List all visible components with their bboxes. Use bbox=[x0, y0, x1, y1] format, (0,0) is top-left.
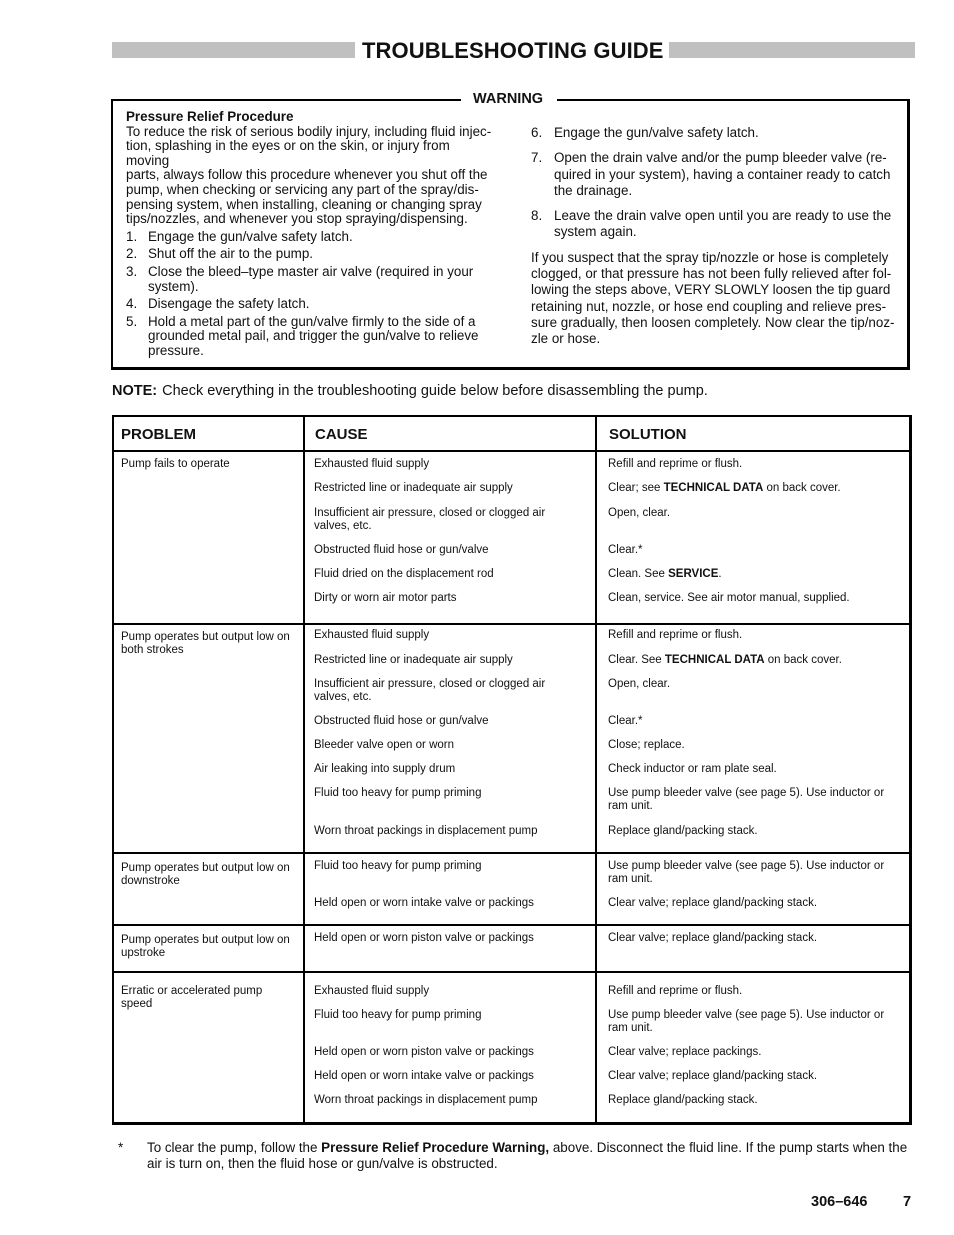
footnote-bold: Pressure Relief Procedure Warning, bbox=[321, 1140, 550, 1155]
cause-cell: Exhausted fluid supply bbox=[314, 458, 430, 470]
cause-cell: Exhausted fluid supply bbox=[314, 629, 430, 641]
table-group bbox=[114, 452, 909, 625]
note-text: Check everything in the troubleshooting guide below before disassembling the pump. bbox=[162, 383, 708, 399]
solution-cell bbox=[608, 458, 904, 471]
cause-cell: Insufficient air pressure, closed or clogged air valves, etc. bbox=[314, 678, 546, 703]
step-text: Engage the gun/valve safety latch. bbox=[148, 228, 353, 244]
step-number: 6. bbox=[531, 125, 543, 140]
solution-text: Replace gland/packing stack. bbox=[608, 825, 758, 837]
problem-cell: Pump operates but output low on downstroke bbox=[121, 862, 290, 887]
solution-text: Refill and reprime or flush. bbox=[608, 985, 743, 997]
solution-cell bbox=[608, 739, 904, 752]
solution-reference: TECHNICAL DATA bbox=[664, 654, 765, 666]
header-cause: CAUSE bbox=[315, 426, 368, 443]
solution-cell bbox=[608, 787, 904, 813]
table-group bbox=[114, 971, 909, 1122]
solution-cell bbox=[608, 825, 904, 838]
solution-text: Clear.* bbox=[608, 715, 643, 727]
cause-cell: Exhausted fluid supply bbox=[314, 985, 430, 997]
solution-reference: SERVICE bbox=[668, 568, 719, 580]
step-text: Shut off the air to the pump. bbox=[148, 246, 314, 262]
solution-text: Clear valve; replace gland/packing stack. bbox=[608, 897, 818, 909]
cause-cell: Held open or worn piston valve or packings bbox=[314, 932, 534, 944]
solution-text: Clear valve; replace packings. bbox=[608, 1046, 762, 1058]
step-text: Engage the gun/valve safety latch. bbox=[554, 125, 759, 140]
warning-step bbox=[531, 208, 901, 241]
note-label: NOTE: bbox=[112, 383, 158, 399]
header-solution: SOLUTION bbox=[609, 426, 687, 443]
solution-reference: TECHNICAL DATA bbox=[663, 482, 764, 494]
step-number: 2. bbox=[126, 246, 138, 262]
solution-cell bbox=[608, 629, 904, 642]
solution-text: Replace gland/packing stack. bbox=[608, 1094, 758, 1106]
warning-step bbox=[126, 265, 496, 294]
warning-box bbox=[111, 91, 910, 370]
problem-cell: Erratic or accelerated pump speed bbox=[121, 985, 263, 1010]
step-text: Close the bleed–type master air valve (required in your system). bbox=[148, 263, 474, 294]
solution-text: Refill and reprime or flush. bbox=[608, 629, 743, 641]
step-number: 3. bbox=[126, 263, 138, 279]
note bbox=[112, 383, 708, 399]
warning-step bbox=[126, 315, 496, 359]
problem-cell: Pump operates but output low on both strokes bbox=[121, 631, 290, 656]
solution-cell bbox=[608, 763, 904, 776]
solution-cell bbox=[608, 860, 904, 886]
warning-intro: To reduce the risk of serious bodily injury, including fluid injec- tion, splashing in the eyes or on the skin, or injury from moving parts, always follow this procedure whenever you shut off the pump, when checking or servicing any part of the spray/dis- pensing system, when installing, cleaning or changing spray tips/nozzles, and whenever you stop spraying/dispensing. bbox=[126, 123, 492, 227]
solution-cell bbox=[608, 482, 904, 495]
cause-cell: Fluid too heavy for pump priming bbox=[314, 1009, 482, 1021]
solution-text: Clear. See bbox=[608, 654, 665, 666]
cause-cell: Held open or worn intake valve or packings bbox=[314, 897, 534, 909]
cause-cell: Fluid too heavy for pump priming bbox=[314, 787, 482, 799]
solution-text: Use pump bleeder valve (see page 5). Use inductor or ram unit. bbox=[608, 787, 885, 812]
page-header bbox=[112, 40, 915, 62]
header-rule-left bbox=[112, 42, 355, 58]
warning-step bbox=[531, 125, 901, 141]
table-group bbox=[114, 852, 909, 926]
solution-text: Refill and reprime or flush. bbox=[608, 458, 743, 470]
warning-step bbox=[126, 230, 496, 245]
warning-left-column bbox=[126, 110, 496, 359]
solution-cell bbox=[608, 932, 904, 945]
solution-text-end: on back cover. bbox=[764, 654, 842, 666]
troubleshooting-table bbox=[112, 415, 912, 1125]
cause-cell: Bleeder valve open or worn bbox=[314, 739, 454, 751]
header-rule-right bbox=[669, 42, 915, 58]
warning-label: WARNING bbox=[473, 91, 544, 107]
cause-cell: Worn throat packings in displacement pump bbox=[314, 825, 538, 837]
cause-cell: Dirty or worn air motor parts bbox=[314, 592, 457, 604]
page-number: 7 bbox=[903, 1194, 912, 1210]
solution-text: Open, clear. bbox=[608, 507, 671, 519]
solution-cell bbox=[608, 985, 904, 998]
cause-cell: Obstructed fluid hose or gun/valve bbox=[314, 544, 489, 556]
step-number: 5. bbox=[126, 313, 138, 329]
table-group bbox=[114, 623, 909, 854]
cause-cell: Held open or worn intake valve or packings bbox=[314, 1070, 534, 1082]
solution-text: Clean. See bbox=[608, 568, 669, 580]
header-problem: PROBLEM bbox=[121, 426, 196, 443]
doc-number: 306–646 bbox=[811, 1194, 868, 1210]
solution-cell bbox=[608, 897, 904, 910]
cause-cell: Fluid too heavy for pump priming bbox=[314, 860, 482, 872]
page-title: TROUBLESHOOTING GUIDE bbox=[362, 38, 664, 63]
problem-cell: Pump fails to operate bbox=[121, 458, 230, 470]
cause-cell: Insufficient air pressure, closed or clogged air valves, etc. bbox=[314, 507, 546, 532]
solution-text-end: . bbox=[718, 568, 722, 580]
solution-text: Use pump bleeder valve (see page 5). Use inductor or ram unit. bbox=[608, 860, 885, 885]
solution-text: Clear valve; replace gland/packing stack. bbox=[608, 932, 818, 944]
warning-heading: Pressure Relief Procedure bbox=[126, 109, 294, 124]
cause-cell: Fluid dried on the displacement rod bbox=[314, 568, 494, 580]
table-group bbox=[114, 924, 909, 973]
solution-text: Clear; see bbox=[608, 482, 664, 494]
solution-cell bbox=[608, 1094, 904, 1107]
solution-cell bbox=[608, 715, 904, 728]
warning-steps-right bbox=[531, 125, 901, 241]
warning-steps-left bbox=[126, 230, 496, 359]
footnote-text-end: above. Disconnect the fluid line. If the pump starts when the air is turn on, then the fluid hose or gun/valve is obstructed. bbox=[147, 1140, 908, 1171]
solution-text: Check inductor or ram plate seal. bbox=[608, 763, 777, 775]
warning-step bbox=[531, 150, 901, 199]
step-text: Hold a metal part of the gun/valve firmly to the side of a grounded metal pail, and trigger the gun/valve to relieve pressure. bbox=[148, 313, 479, 358]
warning-step bbox=[126, 247, 496, 262]
solution-cell bbox=[608, 592, 904, 605]
solution-cell bbox=[608, 1070, 904, 1083]
step-number: 8. bbox=[531, 208, 543, 224]
warning-closing: If you suspect that the spray tip/nozzle or hose is completely clogged, or that pressure has not been fully relieved after fol- lowing the steps above, VERY SLOWLY loosen the tip guard retaining nut, nozzle, or hose end coupling and relieve pres- sure gradually, then loosen completely. Now clear the tip/noz- zle or hose. bbox=[531, 249, 895, 347]
cause-cell: Restricted line or inadequate air supply bbox=[314, 654, 513, 666]
solution-text: Close; replace. bbox=[608, 739, 685, 751]
cause-cell: Obstructed fluid hose or gun/valve bbox=[314, 715, 489, 727]
step-number: 7. bbox=[531, 150, 543, 166]
solution-cell bbox=[608, 654, 904, 667]
footnote-text: To clear the pump, follow the bbox=[147, 1140, 322, 1155]
solution-cell bbox=[608, 568, 904, 581]
solution-text: Clear.* bbox=[608, 544, 643, 556]
footnote-marker: * bbox=[118, 1140, 124, 1155]
solution-text: Use pump bleeder valve (see page 5). Use inductor or ram unit. bbox=[608, 1009, 885, 1034]
solution-text: Open, clear. bbox=[608, 678, 671, 690]
solution-text: Clean, service. See air motor manual, supplied. bbox=[608, 592, 850, 604]
warning-right-column bbox=[531, 125, 901, 348]
solution-cell bbox=[608, 1009, 904, 1035]
problem-cell: Pump operates but output low on upstroke bbox=[121, 934, 290, 959]
warning-step bbox=[126, 297, 496, 312]
cause-cell: Worn throat packings in displacement pump bbox=[314, 1094, 538, 1106]
cause-cell: Restricted line or inadequate air supply bbox=[314, 482, 513, 494]
step-number: 4. bbox=[126, 296, 138, 312]
step-number: 1. bbox=[126, 228, 138, 244]
solution-cell bbox=[608, 1046, 904, 1059]
cause-cell: Air leaking into supply drum bbox=[314, 763, 456, 775]
step-text: Disengage the safety latch. bbox=[148, 296, 310, 312]
step-text: Leave the drain valve open until you are ready to use the system again. bbox=[554, 208, 892, 240]
solution-text-end: on back cover. bbox=[763, 482, 841, 494]
solution-cell bbox=[608, 507, 904, 520]
step-text: Open the drain valve and/or the pump bleeder valve (re- quired in your system), having a container ready to catch the drainage. bbox=[554, 150, 891, 198]
solution-cell bbox=[608, 678, 904, 691]
cause-cell: Held open or worn piston valve or packings bbox=[314, 1046, 534, 1058]
table-header bbox=[114, 417, 909, 452]
solution-text: Clear valve; replace gland/packing stack. bbox=[608, 1070, 818, 1082]
solution-cell bbox=[608, 544, 904, 557]
